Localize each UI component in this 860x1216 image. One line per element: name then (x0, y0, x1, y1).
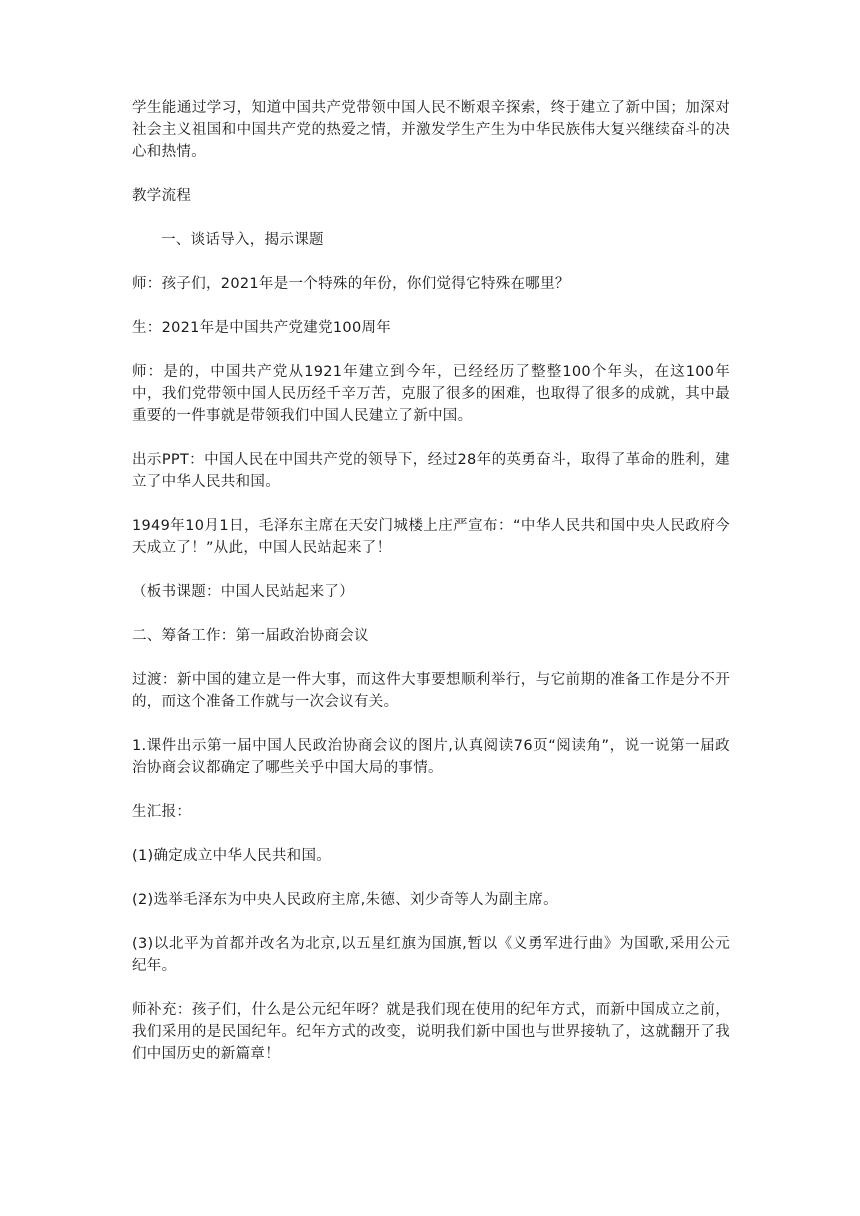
section-heading-intro: 一、谈话导入，揭示课题 (161, 232, 324, 248)
teacher-explanation: 师：是的，中国共产党从1921年建立到今年，已经经历了整整100个年头，在这100年中，我们党带领中国人民历经千辛万苦，克服了很多的困难，也取得了很多的成就，其中最重要的一件事就是带领我们中国人民建立了新中国。 (132, 364, 730, 424)
student-answer: 生：2021年是中国共产党建党100周年 (132, 320, 392, 336)
report-item-1: (1)确定成立中华人民共和国。 (132, 848, 332, 864)
courseware-task: 1.课件出示第一届中国人民政治协商会议的图片,认真阅读76页“阅读角”，说一说第一届政治协商会议都确定了哪些关乎中国大局的事情。 (132, 738, 730, 776)
document-body (132, 97, 730, 1087)
founding-announcement: 1949年10月1日，毛泽东主席在天安门城楼上庄严宣布：“中华人民共和国中央人民政府今天成立了！”从此，中国人民站起来了！ (132, 518, 730, 556)
blackboard-title: （板书课题：中国人民站起来了） (132, 584, 354, 600)
section-heading-teaching-process: 教学流程 (132, 188, 192, 204)
transition-paragraph: 过渡：新中国的建立是一件大事，而这件大事要想顺利举行，与它前期的准备工作是分不开的，而这个准备工作就与一次会议有关。 (132, 672, 730, 710)
ppt-display: 出示PPT：中国人民在中国共产党的领导下，经过28年的英勇奋斗，取得了革命的胜利，建立了中华人民共和国。 (132, 452, 730, 490)
teacher-supplement: 师补充：孩子们，什么是公元纪年呀？就是我们现在使用的纪年方式，而新中国成立之前，我们采用的是民国纪年。纪年方式的改变，说明我们新中国也与世界接轨了，这就翻开了我们中国历史的新篇章！ (132, 1002, 730, 1062)
student-report-label: 生汇报： (132, 804, 192, 820)
objective-paragraph: 学生能通过学习，知道中国共产党带领中国人民不断艰辛探索，终于建立了新中国；加深对社会主义祖国和中国共产党的热爱之情，并激发学生产生为中华民族伟大复兴继续奋斗的决心和热情。 (132, 100, 730, 160)
teacher-question: 师：孩子们，2021年是一个特殊的年份，你们觉得它特殊在哪里？ (132, 276, 570, 292)
report-item-3: (3)以北平为首都并改名为北京,以五星红旗为国旗,暂以《义勇军进行曲》为国歌,采用公元纪年。 (132, 936, 730, 974)
section-heading-preparation: 二、筹备工作：第一届政治协商会议 (132, 628, 369, 644)
report-item-2: (2)选举毛泽东为中央人民政府主席,朱德、刘少奇等人为副主席。 (132, 892, 558, 908)
